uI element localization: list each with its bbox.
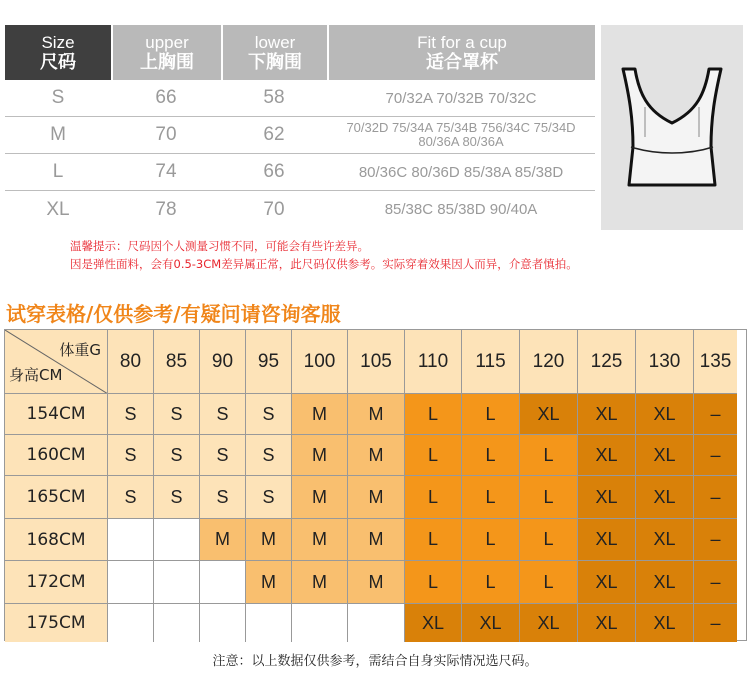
weight-header: 80 [108, 330, 154, 394]
header-lower-en: lower [254, 32, 296, 52]
grid-cell-size: M [246, 561, 292, 604]
grid-cell-size: L [405, 394, 462, 435]
height-label: 身高CM [9, 366, 63, 384]
sports-bra-image [601, 25, 743, 230]
cup-cell: 80/36C 80/36D 85/38A 85/38D [358, 163, 564, 181]
header-upper-en: upper [145, 32, 189, 52]
size-table [5, 25, 595, 228]
grid-cell-size: M [292, 435, 348, 476]
lower-cell: 66 [263, 161, 285, 182]
cup-cell: 85/38C 85/38D 90/40A [384, 201, 538, 218]
weight-header: 125 [578, 330, 636, 394]
weight-header: 130 [636, 330, 694, 394]
header-lower-zh: 下胸围 [248, 51, 302, 73]
header-cup-zh: 适合罩杯 [426, 51, 498, 73]
grid-cell-size: – [694, 394, 737, 435]
grid-cell-empty [108, 604, 154, 642]
grid-cell-empty [154, 604, 200, 642]
grid-cell-size: S [246, 476, 292, 519]
grid-cell-size: M [292, 519, 348, 561]
grid-cell-size: XL [520, 604, 578, 642]
grid-cell-size: L [405, 519, 462, 561]
size-row [5, 191, 595, 228]
size-row [5, 80, 595, 117]
grid-cell-size: XL [578, 604, 636, 642]
grid-cell-size: S [200, 394, 246, 435]
grid-cell-size: XL [578, 476, 636, 519]
grid-cell-size: XL [636, 604, 694, 642]
weight-header: 120 [520, 330, 578, 394]
grid-cell-empty [246, 604, 292, 642]
weight-header: 110 [405, 330, 462, 394]
grid-row [5, 519, 737, 561]
upper-cell: 66 [155, 87, 177, 108]
grid-cell-size: S [200, 476, 246, 519]
header-size [5, 25, 111, 80]
grid-cell-size: XL [636, 519, 694, 561]
section-title: 试穿表格/仅供参考/有疑问请咨询客服 [6, 302, 341, 326]
header-upper-zh: 上胸围 [140, 51, 194, 73]
size-row [5, 154, 595, 191]
tip-note: 温馨提示：尺码因个人测量习惯不同，可能会有些许差异。 [70, 239, 369, 253]
grid-cell-size: M [200, 519, 246, 561]
grid-cell-size: M [348, 476, 405, 519]
weight-header: 90 [200, 330, 246, 394]
header-cup-en: Fit for a cup [417, 32, 507, 52]
elastic-note: 因是弹性面料，会有0.5-3CM差异属正常，此尺码仅供参考。实际穿着效果因人而异，介意者慎拍。 [70, 257, 578, 271]
grid-cell-size: – [694, 435, 737, 476]
grid-cell-size: S [108, 394, 154, 435]
grid-cell-size: S [108, 476, 154, 519]
grid-cell-size: – [694, 476, 737, 519]
grid-cell-empty [154, 561, 200, 604]
grid-cell-empty [292, 604, 348, 642]
grid-cell-size: L [405, 561, 462, 604]
upper-cell: 78 [155, 198, 177, 220]
header-size-en: Size [41, 32, 75, 52]
grid-cell-size: S [108, 435, 154, 476]
size-cell: XL [46, 198, 70, 220]
footer-note: 注意：以上数据仅供参考，需结合自身实际情况选尺码。 [212, 654, 538, 669]
weight-header: 105 [348, 330, 405, 394]
height-label-cell: 172CM [5, 561, 108, 604]
weight-header: 115 [462, 330, 520, 394]
weight-label: 体重G [59, 341, 101, 359]
grid-cell-size: M [348, 435, 405, 476]
grid-cell-empty [348, 604, 405, 642]
size-row [5, 117, 595, 154]
grid-cell-size: S [246, 435, 292, 476]
cup-cell: 70/32A 70/32B 70/32C [385, 89, 537, 107]
grid-cell-size: L [462, 519, 520, 561]
grid-cell-size: L [520, 519, 578, 561]
grid-cell-size: – [694, 519, 737, 561]
weight-header: 100 [292, 330, 348, 394]
grid-cell-size: L [462, 561, 520, 604]
grid-cell-size: S [154, 476, 200, 519]
grid-cell-size: M [348, 394, 405, 435]
grid-cell-size: XL [636, 561, 694, 604]
cup-cell: 70/32D 75/34A 75/34B 756/34C 75/34D 80/36A 80/36A [346, 120, 576, 149]
grid-cell-empty [108, 519, 154, 561]
weight-header: 135 [694, 330, 737, 394]
size-cell: S [51, 87, 65, 108]
grid-row [5, 604, 737, 642]
height-label-cell: 168CM [5, 519, 108, 561]
sports-bra-illustration [601, 25, 743, 230]
grid-cell-empty [200, 604, 246, 642]
grid-cell-size: M [292, 561, 348, 604]
fit-grid [4, 329, 747, 641]
header-size-zh: 尺码 [40, 51, 76, 73]
corner-header [5, 330, 108, 394]
grid-cell-size: M [292, 394, 348, 435]
grid-cell-size: L [462, 394, 520, 435]
grid-cell-size: S [246, 394, 292, 435]
grid-cell-size: XL [636, 394, 694, 435]
grid-row [5, 394, 737, 435]
grid-cell-empty [108, 561, 154, 604]
grid-cell-size: – [694, 604, 737, 642]
grid-cell-size: L [462, 476, 520, 519]
height-label-cell: 160CM [5, 435, 108, 476]
grid-cell-size: XL [520, 394, 578, 435]
grid-row [5, 435, 737, 476]
grid-row [5, 476, 737, 519]
header-cup [329, 25, 595, 80]
grid-cell-size: L [520, 435, 578, 476]
grid-cell-size: M [348, 519, 405, 561]
grid-cell-size: XL [636, 435, 694, 476]
lower-cell: 70 [263, 198, 285, 220]
grid-cell-size: – [694, 561, 737, 604]
grid-cell-size: XL [578, 561, 636, 604]
weight-header-row [5, 330, 737, 394]
header-lower [223, 25, 327, 80]
upper-cell: 70 [155, 124, 177, 145]
size-cell: L [52, 161, 64, 182]
grid-cell-size: XL [462, 604, 520, 642]
grid-cell-size: L [462, 435, 520, 476]
lower-cell: 62 [263, 124, 285, 145]
grid-cell-empty [154, 519, 200, 561]
grid-cell-empty [200, 561, 246, 604]
grid-cell-size: M [292, 476, 348, 519]
grid-cell-size: L [405, 476, 462, 519]
grid-cell-size: L [405, 435, 462, 476]
grid-cell-size: S [200, 435, 246, 476]
grid-cell-size: L [520, 476, 578, 519]
grid-cell-size: S [154, 435, 200, 476]
upper-cell: 74 [155, 161, 177, 182]
grid-cell-size: XL [578, 394, 636, 435]
grid-cell-size: M [348, 561, 405, 604]
grid-cell-size: XL [636, 476, 694, 519]
grid-row [5, 561, 737, 604]
lower-cell: 58 [263, 87, 285, 108]
grid-cell-size: L [520, 561, 578, 604]
height-label-cell: 175CM [5, 604, 108, 642]
header-upper [113, 25, 221, 80]
grid-cell-size: M [246, 519, 292, 561]
weight-header: 85 [154, 330, 200, 394]
grid-cell-size: S [154, 394, 200, 435]
grid-cell-size: XL [578, 435, 636, 476]
grid-cell-size: XL [405, 604, 462, 642]
weight-header: 95 [246, 330, 292, 394]
size-table-header [5, 25, 595, 80]
size-cell: M [50, 124, 66, 145]
grid-cell-size: XL [578, 519, 636, 561]
height-label-cell: 165CM [5, 476, 108, 519]
height-label-cell: 154CM [5, 394, 108, 435]
